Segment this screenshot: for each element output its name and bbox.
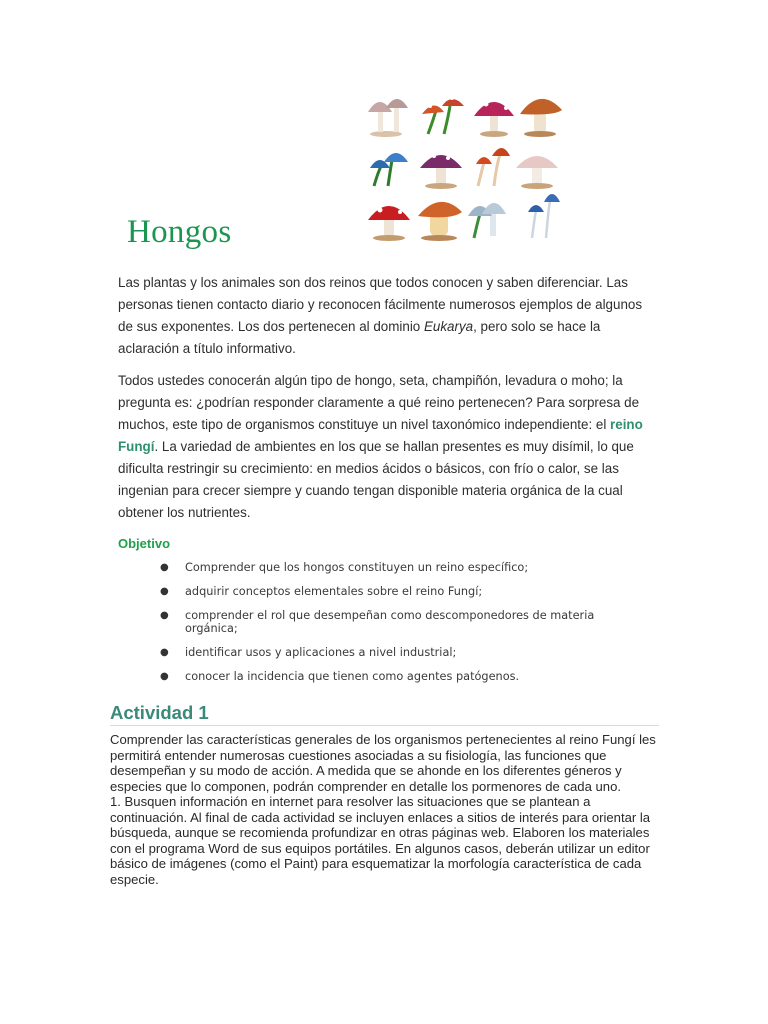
bullet-icon: ● xyxy=(160,586,169,597)
mushroom-orange-cluster-icon xyxy=(422,96,464,134)
reino-fungi-link[interactable]: reino Fungí xyxy=(118,417,643,454)
mushroom-red-spotted-icon xyxy=(368,202,410,242)
mushroom-purple-icon xyxy=(420,154,462,189)
intro-section xyxy=(118,272,658,534)
bullet-icon: ● xyxy=(160,671,169,682)
objetivo-list xyxy=(160,561,630,694)
activity-title: Actividad 1 xyxy=(110,702,209,723)
objetivo-heading: Objetivo xyxy=(118,536,171,551)
mushroom-orange-bolete-icon xyxy=(418,202,462,241)
bullet-icon: ● xyxy=(160,610,169,621)
mushroom-magenta-icon xyxy=(474,96,514,138)
page-title: Hongos xyxy=(127,214,232,250)
mushroom-pale-pair-icon xyxy=(368,99,408,137)
activity-paragraph-1: Comprender las características generales de los organismos pertenecientes al reino Fungí les permitirá entender numerosas cuestiones asociadas a su fisiología, las funciones que desempeñan y su modo de acción. A medida que se ahonde en los diferentes géneros y especies que lo componen, podrán comprender en detalle los pormenores de cada uno. xyxy=(110,732,656,794)
mushroom-grey-blue-icon xyxy=(468,203,506,238)
list-item: ● Comprender que los hongos constituyen un reino específico; xyxy=(160,561,529,574)
eukarya-term: Eukarya xyxy=(423,319,474,334)
activity-body xyxy=(110,732,658,887)
list-item: ● identificar usos y aplicaciones a nivel industrial; xyxy=(160,646,457,659)
mushroom-orange-sprouts-icon xyxy=(476,148,510,186)
intro-paragraph-2: Todos ustedes conocerán algún tipo de hongo, seta, champiñón, levadura o moho; la pregunta es: ¿podrían responder claramente a qué reino pertenecen? Para sorpresa de muchos, este tipo de organismos constituye un nivel taxonómico independiente: el reino Fungí. La variedad de ambientes en los que se hallan presentes es muy disímil, lo que dificulta restringir su crecimiento: en medios ácidos o básicos, con frío o calor, se las ingenian para crecer siempre y cuando tengan disponible materia orgánica de la cual obtener los nutrientes. xyxy=(118,373,643,520)
list-item: ● adquirir conceptos elementales sobre el reino Fungí; xyxy=(160,585,483,598)
activity-paragraph-2: 1. Busquen información en internet para resolver las situaciones que se plantean a continuación. Al final de cada actividad se incluyen enlaces a sitios de interés para orientar la búsqueda, aunque se recomienda profundizar en otras páginas web. Elaboren los materiales con el programa Word de sus equipos portátiles. En algunos casos, deberán utilizar un editor básico de imágenes (como el Paint) para esquematizar la morfología característica de cada especie. xyxy=(110,794,651,887)
list-item: ● conocer la incidencia que tienen como agentes patógenos. xyxy=(160,670,520,683)
mushroom-blue-tall-icon xyxy=(528,194,560,238)
bullet-icon: ● xyxy=(160,562,169,573)
intro-paragraph-1: Las plantas y los animales son dos reinos que todos conocen y saben diferenciar. Las personas tienen contacto diario y reconocen fácilmente numerosos ejemplos de algunos de sus exponentes. Los dos pertenecen al dominio Eukarya, pero solo se hace la aclaración a título informativo. xyxy=(118,275,643,356)
bullet-icon: ● xyxy=(160,647,169,658)
section-divider xyxy=(110,725,659,726)
mushroom-brown-bolete-icon xyxy=(520,99,562,137)
mushroom-collection-illustration xyxy=(364,88,564,248)
list-item: ● comprender el rol que desempeñan como descomponedores de materia orgánica; xyxy=(160,609,595,635)
mushroom-blue-cluster-icon xyxy=(370,153,408,186)
mushroom-pink-icon xyxy=(516,156,558,189)
